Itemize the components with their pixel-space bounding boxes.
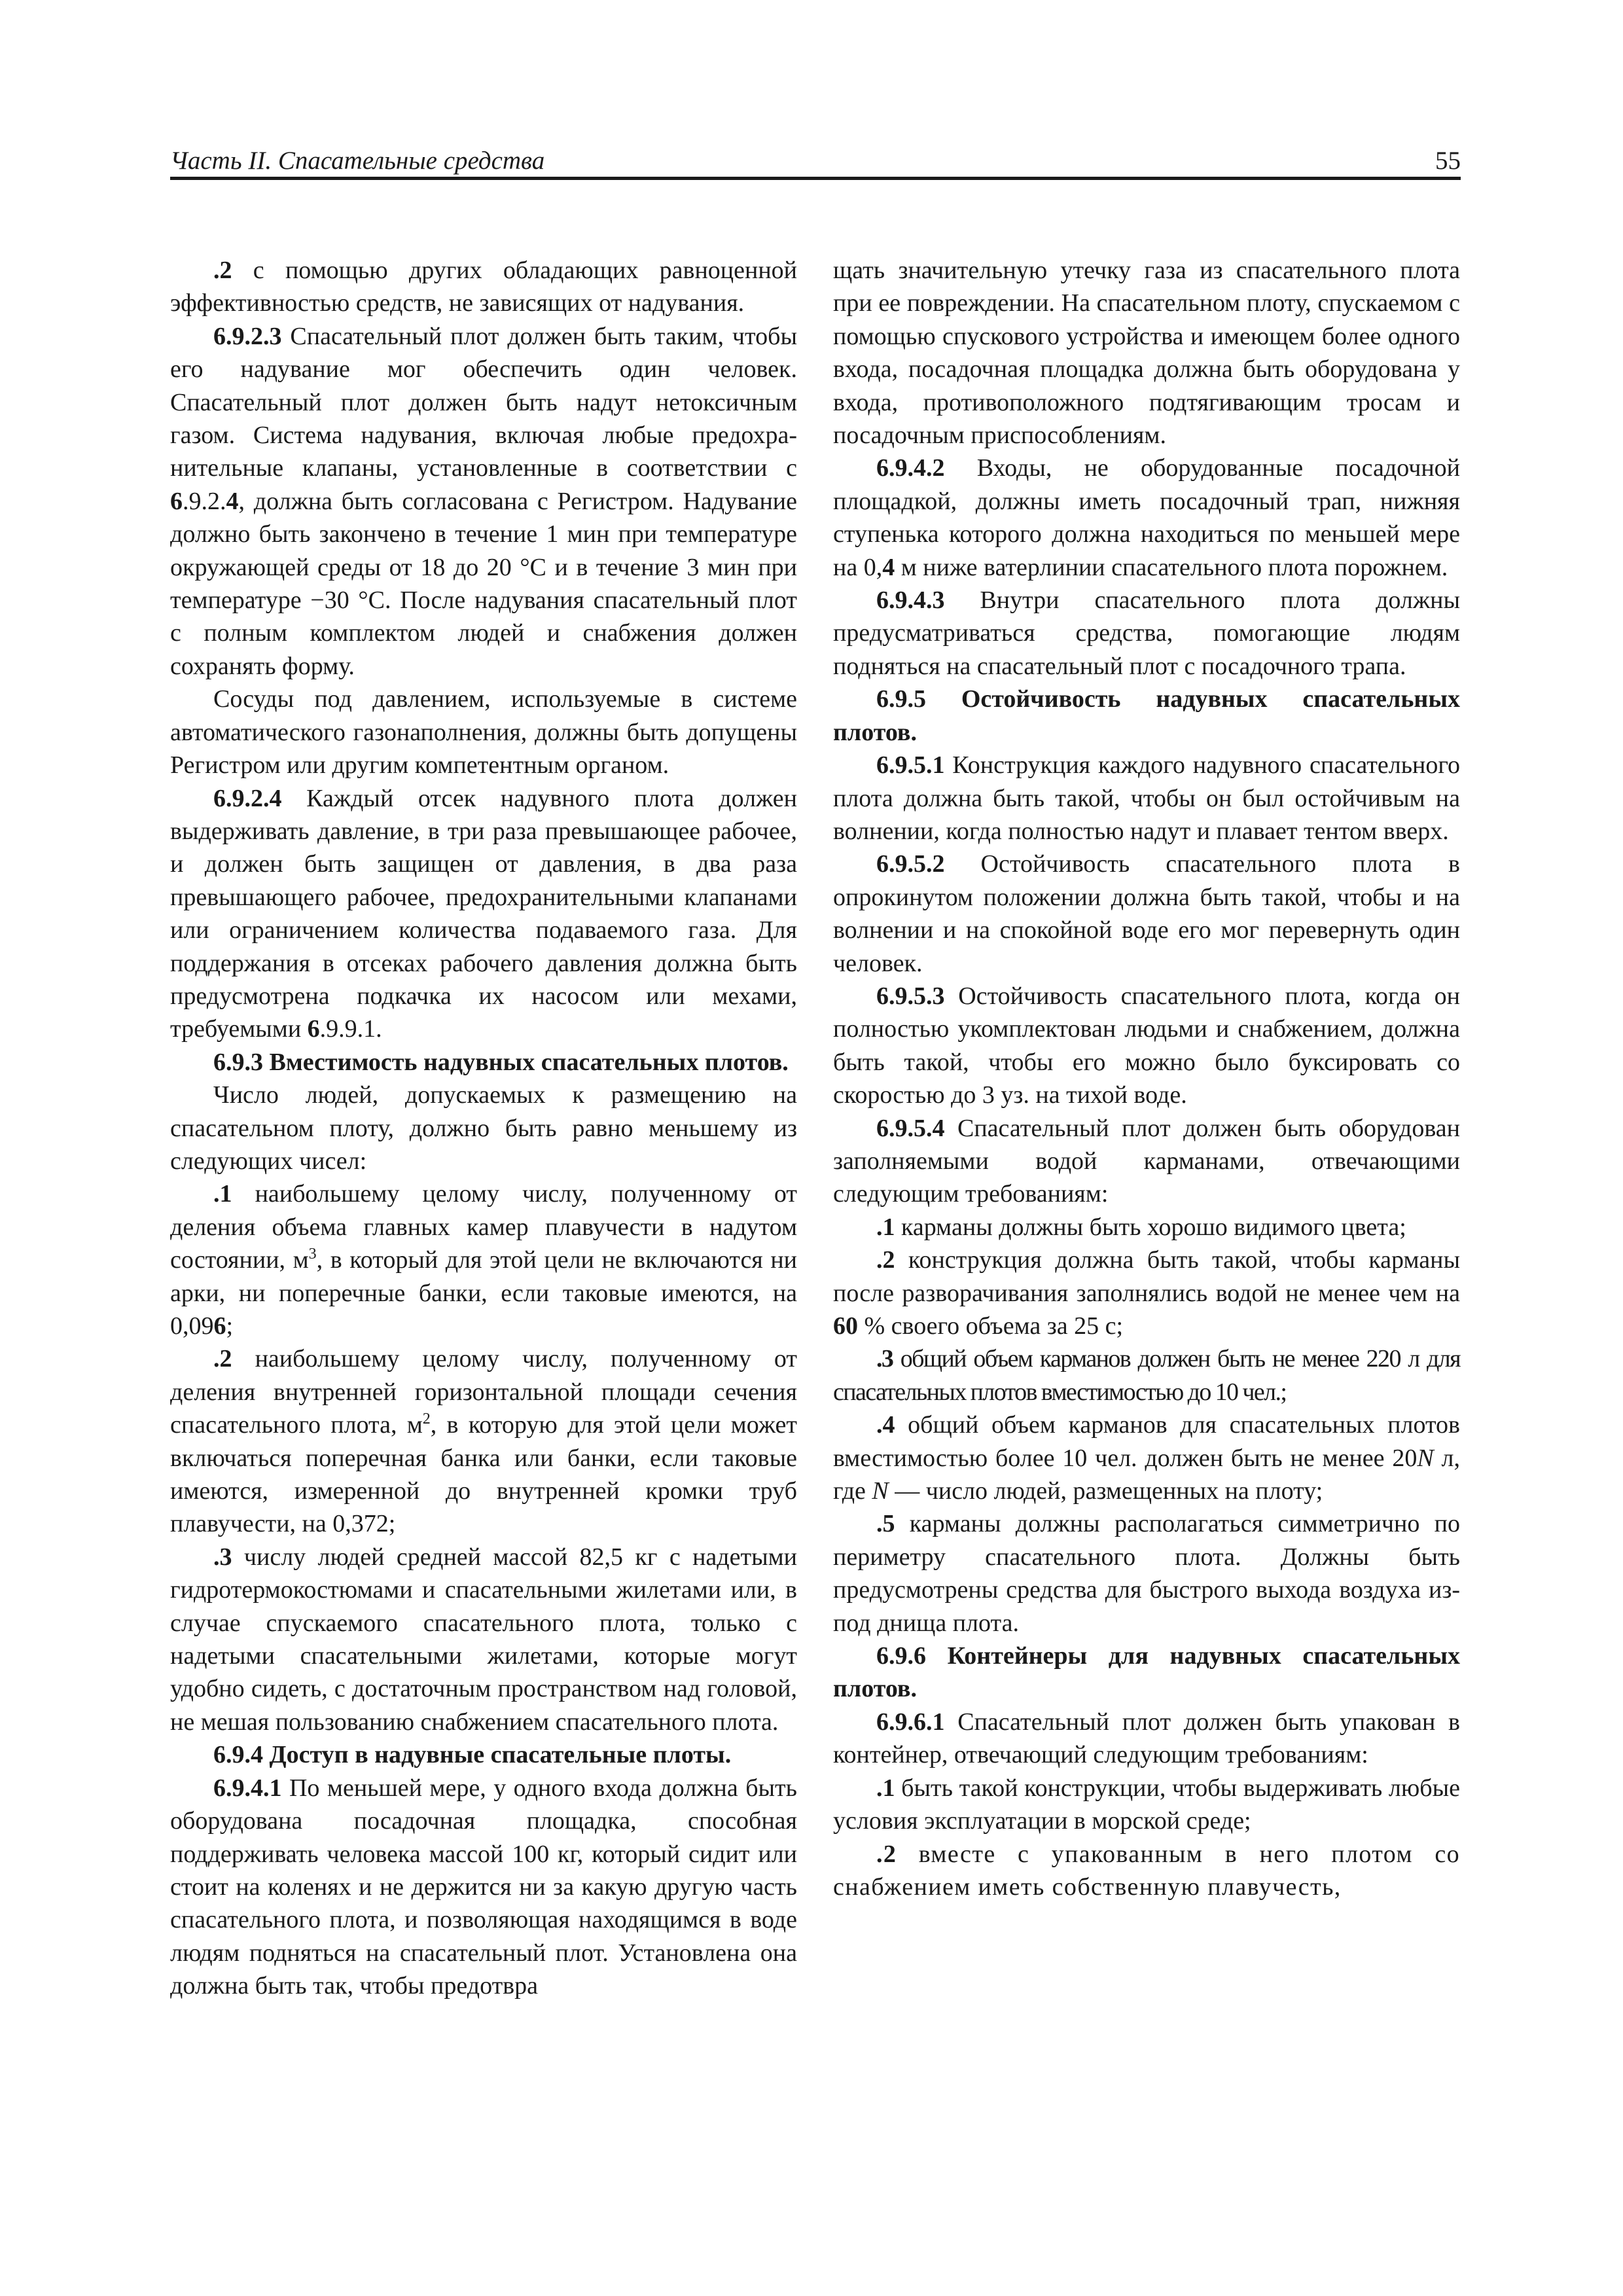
variable-n: N [872, 1477, 889, 1505]
item-number: .2 [213, 1345, 232, 1373]
paragraph-text: ; [226, 1312, 234, 1340]
paragraph-text: Конструкция каждого надувного спасательного плота должна быть такой, чтобы он был остойчивым на волнении, когда полностью надут и плавает тентом вверх. [833, 751, 1460, 845]
clause-number: 6.9.2.4 [213, 784, 282, 812]
paragraph-text: быть такой конструкции, чтобы выдерживать любые условия эксплуатации в морской среде; [833, 1774, 1460, 1835]
paragraph-text: , должна быть согласована с Регистром. Надувание должно быть закончено в течение 1 мин при температуре окружающей среды от 18 до 20 °С и в течение 3 мин при температуре −30 °С. После надувания спасательный плот с полным комплектом людей и снабжения должен сохранять форму. [170, 487, 797, 680]
paragraph-text: наибольшему целому числу, полученному от деления внутренней горизонтальной площади сечения спасательного плота, м [170, 1345, 797, 1439]
item-number: .4 [876, 1411, 895, 1439]
header-rule [170, 177, 1461, 180]
list-item [833, 1244, 1460, 1342]
paragraph-text: Внутри спасательного плота должны предусматриваться средства, помогающие людям подняться на спасательный плот с посадочного трапа. [833, 586, 1460, 680]
list-item [833, 1408, 1460, 1507]
page-number: 55 [1435, 147, 1461, 175]
cross-reference-bold: 6 [307, 1015, 320, 1043]
paragraph-6-9-4-3 [833, 584, 1460, 683]
paragraph-6-9-6-1 [833, 1706, 1460, 1772]
list-item [833, 1507, 1460, 1640]
paragraph-text: л, где [833, 1444, 1460, 1505]
section-heading-6-9-3: 6.9.3 Вместимость надувных спасательных плотов. [213, 1048, 789, 1076]
cross-reference-bold: 4 [226, 487, 239, 515]
section-heading-6-9-4: 6.9.4 Доступ в надувные спасательные плоты. [213, 1741, 732, 1769]
paragraph-text: м ниже ватерлинии спасательного плота порожнем. [895, 553, 1448, 581]
paragraph-text: Остойчивость спасательного плота, когда он полностью укомплектован людьми и снабжением, должна быть такой, чтобы его можно было буксировать со скоростью до 3 уз. на тихой воде. [833, 982, 1460, 1109]
list-item [170, 1342, 797, 1540]
paragraph-text: Спасательный плот должен быть таким, чтобы его надувание мог обеспечить один человек. Спасательный плот должен быть надут нетоксичным газом. Система надувания, включая любые предохранительные клапаны, установленные в соответствии с [170, 322, 797, 482]
clause-number: 6.9.4.3 [876, 586, 945, 615]
clause-number: 6.9.4.1 [213, 1774, 282, 1802]
item-number: .1 [876, 1774, 895, 1802]
paragraph-text: По меньшей мере, у одного входа должна быть оборудована посадочная площадка, способная поддерживать человека массой 100 кг, который сидит или стоит на коленях и не держится ни за какую другую часть спасательного плота, и позволяющая находящимся в воде людям подняться на спасательный плот. Установлена она должна быть так, чтобы предотвра [170, 1774, 797, 2000]
list-item [833, 1772, 1460, 1838]
paragraph-text: Входы, не оборудованные посадочной площадкой, должны иметь посадочный трап, нижняя ступенька которого должна находиться по меньшей мере на 0, [833, 454, 1460, 581]
paragraph-text: Каждый отсек надувного плота должен выдерживать давление, в три раза превышающее рабочее, и должен быть защищен от давления, в два раза превышающего рабочее, предохранительными клапанами или ограничением количества подаваемого газа. Для поддержания в отсеках рабочего давления должна быть предусмотрена подкачка их насосом или мехами, требуемыми [170, 784, 797, 1043]
paragraph-6-9-5-4 [833, 1112, 1460, 1211]
list-item [170, 1177, 797, 1342]
paragraph-text: карманы должны располагаться симметрично по периметру спасательного плота. Должны быть предусмотрены средства для быстрого выхода воздуха из-под днища плота. [833, 1510, 1460, 1637]
paragraph [170, 1079, 797, 1177]
clause-number: 6.9.5.3 [876, 982, 945, 1010]
left-column [170, 254, 797, 2003]
paragraph [170, 683, 797, 781]
paragraph-text: Спасательный плот должен быть оборудован заполняемыми водой карманами, отвечающими следующим требованиям: [833, 1114, 1460, 1208]
paragraph-text: % своего объема за 25 с; [858, 1312, 1124, 1340]
cross-reference-text: .9.2. [183, 487, 226, 515]
cross-reference-bold: 6 [170, 487, 183, 515]
paragraph-text: Спасательный плот должен быть упакован в контейнер, отвечающий следующим требованиям: [833, 1708, 1460, 1769]
paragraph-text: с помощью других обладающих равноценной эффективностью средств, не зависящих от надувания. [170, 257, 797, 317]
superscript: 3 [308, 1246, 317, 1263]
paragraph-text: конструкция должна быть такой, чтобы карманы после разворачивания заполнялись водой не менее чем на [833, 1246, 1460, 1307]
paragraph-continuation [833, 254, 1460, 452]
paragraph-6-9-2-4 [170, 782, 797, 1046]
cross-reference-text: .9.9.1. [319, 1015, 382, 1043]
paragraph-text: , в который для этой цели не включаются ни арки, ни поперечные банки, если таковые имеются, на 0,09 [170, 1246, 798, 1340]
running-header [170, 147, 1461, 175]
variable-n: N [1417, 1444, 1434, 1472]
bold-digit: 4 [882, 553, 895, 581]
item-number: .2 [213, 257, 232, 284]
paragraph-text: карманы должны быть хорошо видимого цвета; [895, 1213, 1406, 1241]
item-number: .1 [213, 1180, 232, 1208]
paragraph-6-9-2-3 [170, 320, 797, 683]
section-heading-6-9-5: 6.9.5 Остойчивость надувных спасательных плотов. [833, 685, 1460, 746]
clause-number: 6.9.5.2 [876, 850, 945, 878]
list-item [833, 1838, 1460, 1904]
clause-number: 6.9.5.1 [876, 751, 945, 780]
paragraph-text: общий объем карманов должен быть не менее 220 л для спасательных плотов вместимостью до 10 чел.; [833, 1345, 1460, 1406]
running-header-title: Часть II. Спасательные средства [170, 147, 545, 175]
right-column [833, 254, 1460, 1903]
paragraph-text: числу людей средней массой 82,5 кг с надетыми гидротермокостюмами и спасательными жилетами или, в случае спускаемого спасательного плота, только с надетыми спасательными жилетами, которые могут удобно сидеть, с достаточным пространством над головой, не мешая пользованию снабжением спасательного плота. [170, 1543, 797, 1736]
paragraph [170, 254, 797, 320]
paragraph-6-9-5-2 [833, 848, 1460, 980]
item-number: .1 [876, 1213, 895, 1241]
section-heading-6-9-6: 6.9.6 Контейнеры для надувных спасательных плотов. [833, 1642, 1460, 1703]
paragraph-text: щать значительную утечку газа из спасательного плота при ее повреждении. На спасательном плоту, спускаемом с помощью спускового устройства и имеющем более одного входа, посадочная площадка должна быть оборудована у входа, противоположного подтягивающим тросам и посадочным приспособлениям. [833, 257, 1460, 450]
bold-digit: 60 [833, 1312, 858, 1340]
item-number: .2 [876, 1840, 897, 1868]
item-number: .5 [876, 1510, 895, 1538]
item-number: .3 [876, 1345, 893, 1373]
paragraph-text: — число людей, размещенных на плоту; [888, 1477, 1323, 1505]
item-number: .2 [876, 1246, 895, 1274]
paragraph-text: общий объем карманов для спасательных плотов вместимостью более 10 чел. должен быть не менее 20 [833, 1411, 1460, 1472]
paragraph-text: , в которую для этой цели может включаться поперечная банка или банки, если таковые имеются, измеренной до внутренней кромки труб плавучести, на 0,372; [170, 1411, 797, 1538]
clause-number: 6.9.2.3 [213, 322, 282, 350]
clause-number: 6.9.6.1 [876, 1708, 945, 1736]
list-item [170, 1541, 797, 1738]
clause-number: 6.9.5.4 [876, 1114, 945, 1142]
paragraph-text: наибольшему целому числу, полученному от деления объема главных камер плавучести в надутом состоянии, м [170, 1180, 797, 1274]
paragraph-6-9-4-1 [170, 1772, 797, 2003]
paragraph-6-9-5-3 [833, 980, 1460, 1112]
list-item [833, 1211, 1460, 1244]
list-item [833, 1342, 1460, 1408]
item-number: .3 [213, 1543, 232, 1571]
clause-number: 6.9.4.2 [876, 454, 945, 482]
superscript: 2 [422, 1410, 431, 1428]
paragraph-text: вместе с упакованным в него плотом со снабжением иметь собственную плавучесть, [833, 1840, 1460, 1901]
paragraph-6-9-5-1 [833, 749, 1460, 848]
paragraph-6-9-4-2 [833, 452, 1460, 584]
bold-digit: 6 [213, 1312, 226, 1340]
paragraph-text: Число людей, допускаемых к размещению на спасательном плоту, должно быть равно меньшему из следующих чисел: [170, 1081, 797, 1175]
paragraph-text: Остойчивость спасательного плота в опрокинутом положении должна быть такой, чтобы и на волнении и на спокойной воде его мог перевернуть один человек. [833, 850, 1460, 977]
paragraph-text: Сосуды под давлением, используемые в системе автоматического газонаполнения, должны быть допущены Регистром или другим компетентным органом. [170, 685, 797, 780]
